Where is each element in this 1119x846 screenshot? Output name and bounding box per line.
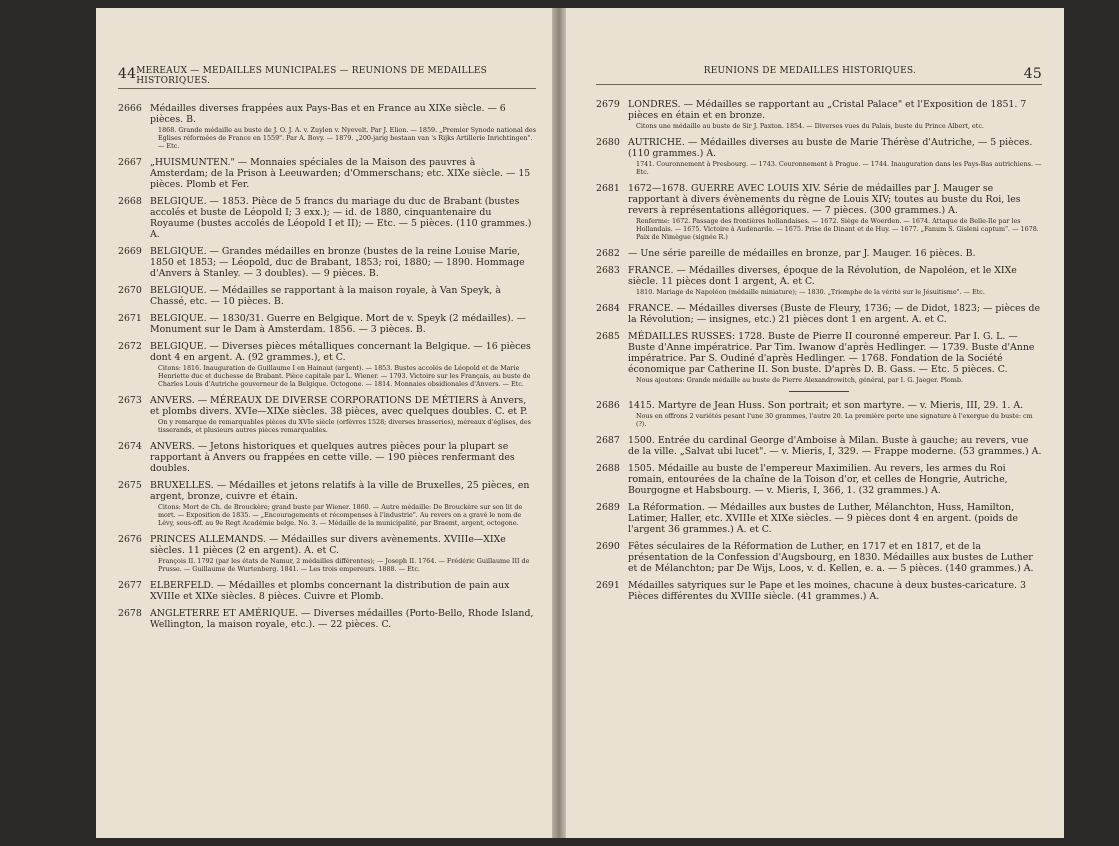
- catalog-entry: [596, 99, 1042, 131]
- catalog-entry: [596, 265, 1042, 297]
- lot-number: 2669: [118, 246, 142, 257]
- catalog-entry: [118, 103, 536, 151]
- lot-number: 2681: [596, 183, 620, 194]
- lot-description: BELGIQUE. — Grandes médailles en bronze (bustes de la reine Louise Marie, 1850 et 1853; — Léopold, duc de Brabant, 1853; roi, 1880; — 1890. Hommage d'Anvers à Stanley. — 3 doubles). — 9 pièces. B.: [150, 246, 525, 279]
- book-spine: [552, 8, 566, 838]
- left-running-head: [118, 66, 536, 89]
- catalog-entry: [596, 137, 1042, 177]
- lot-description: 1505. Médaille au buste de l'empereur Maximilien. Au revers, les armes du Roi romain, entourées de la chaîne de la Toison d'or, et celles de Hongrie, Autriche, Bourgogne et Habsbourg. — v. Mieris, I, 366, 1. (32 grammes.) A.: [628, 463, 1008, 496]
- lot-description: ELBERFELD. — Médailles et plombs concernant la distribution de pain aux XVIIIe et XIXe siècles. 8 pièces. Cuivre et Plomb.: [150, 580, 510, 602]
- catalog-entry: [118, 196, 536, 240]
- lot-number: 2687: [596, 435, 620, 446]
- lot-number: 2675: [118, 480, 142, 491]
- lot-description: — Une série pareille de médailles en bronze, par J. Mauger. 16 pièces. B.: [628, 248, 976, 259]
- lot-number: 2680: [596, 137, 620, 148]
- lot-description: 1500. Entrée du cardinal George d'Amboise à Milan. Buste à gauche; au revers, vue de la ville. „Salvat ubi lucet". — v. Mieris, I, 329. — Frappe moderne. (53 grammes.) A.: [628, 435, 1042, 457]
- catalog-entry: [118, 441, 536, 474]
- lot-description: BELGIQUE. — 1853. Pièce de 5 francs du mariage du duc de Brabant (bustes accolés et buste de Léopold I; 3 exx.); — id. de 1880, cinquantenaire du Royaume (bustes accolés de Léopold I et II); — Etc. — 5 pièces. (110 grammes.) A.: [150, 196, 532, 240]
- lot-number: 2670: [118, 285, 142, 296]
- lot-number: 2686: [596, 400, 620, 411]
- lot-description: BELGIQUE. — Diverses pièces métalliques concernant la Belgique. — 16 pièces dont 4 en argent. A. (92 grammes.), et C.: [150, 341, 531, 363]
- lot-description: Fêtes séculaires de la Réformation de Luther, en 1717 et en 1817, et de la présentation de la Confession d'Augsbourg, en 1830. Médailles aux bustes de Luther et de Mélanchton; par De Wijs, Loos, v. d. Kellen, e. a. — 5 pièces. (140 grammes.) A.: [628, 541, 1034, 574]
- lot-note: François II. 1792 (par les états de Namur, 2 médailles différentes); — Joseph II. 1764. — Frédéric Guillaume III de Prusse. — Guillaume de Wurtenberg. 1841. — Les trois empereurs. 1888. — Etc.: [158, 557, 530, 573]
- lot-description: ANVERS. — MÉREAUX DE DIVERSE CORPORATIONS DE MÉTIERS à Anvers, et plombs divers. XVIe—XIXe siècles. 38 pièces, avec quelques doubles. C. et P.: [150, 395, 528, 417]
- lot-description: BELGIQUE. — 1830/31. Guerre en Belgique. Mort de v. Speyk (2 médailles). — Monument sur le Dam à Amsterdam. 1856. — 3 pièces. B.: [150, 313, 526, 335]
- catalog-entry: [596, 331, 1042, 385]
- left-page: [96, 8, 552, 838]
- lot-number: 2667: [118, 157, 142, 168]
- lot-description: MÉDAILLES RUSSES: 1728. Buste de Pierre II couronné empereur. Par I. G. L. — Buste d'Anne impératrice. Par Tim. Iwanow d'après Hedlinger. — 1739. Buste d'Anne impératrice. Par S. Oudiné d'après Hedlinger. — 1768. Fondation de la Société économique par Catherine II. Son buste. D'après D. B. Gass. — Etc. 5 pièces. C.: [628, 331, 1035, 375]
- catalog-entry: [596, 541, 1042, 574]
- lot-description: ANGLETERRE ET AMÉRIQUE. — Diverses médailles (Porto-Bello, Rhode Island, Wellington, la maison royale, etc.). — 22 pièces. C.: [150, 608, 534, 630]
- lot-number: 2668: [118, 196, 142, 207]
- lot-description: LONDRES. — Médailles se rapportant au „Cristal Palace" et l'Exposition de 1851. 7 pièces en étain et en bronze.: [628, 99, 1027, 121]
- lot-description: PRINCES ALLEMANDS. — Médailles sur divers avènements. XVIIIe—XIXe siècles. 11 pièces (2 en argent). A. et C.: [150, 534, 506, 556]
- catalog-entry: [118, 313, 536, 335]
- lot-note: On y remarque de remarquables pièces du XVIe siècle (orfèvres 1528; diverses brasseries), méreaux d'églises, des tisserands, et plusieurs autres pièces remarquables.: [158, 418, 531, 434]
- left-entries: [118, 103, 536, 630]
- catalog-entry: [118, 608, 536, 630]
- lot-number: 2677: [118, 580, 142, 591]
- catalog-entry: [596, 580, 1042, 602]
- catalog-entry: [596, 463, 1042, 496]
- lot-number: 2679: [596, 99, 620, 110]
- lot-number: 2689: [596, 502, 620, 513]
- lot-note: Nous ajoutons: Grande médaille au buste de Pierre Alexandrowitch, général, par I. G. Jaeger. Plomb.: [636, 376, 963, 384]
- lot-description: Médailles diverses frappées aux Pays-Bas et en France au XIXe siècle. — 6 pièces. B.: [150, 103, 506, 125]
- lot-description: 1672—1678. GUERRE AVEC LOUIS XIV. Série de médailles par J. Mauger se rapportant à divers évènements du règne de Louis XIV; toutes au buste du Roi, les revers à représentations allégoriques. — 7 pièces. (300 grammes.) A.: [628, 183, 1021, 216]
- right-page: [566, 8, 1064, 838]
- catalog-entry: [118, 341, 536, 389]
- lot-note: Citons: Mort de Ch. de Brouckère; grand buste par Wiener. 1860. — Autre médaille: De Brouckère sur son lit de mort. — Exposition de 1835. — „Encouragements et récompenses à l'industrie". Au revers on a gravé le nom de Lévy, sous-off. au 9e Regt Académie belge. No. 3. — Médaille de la municipalité, par Braemt, argent, octogone.: [158, 503, 523, 527]
- right-running-head: [596, 66, 1042, 85]
- lot-description: Médailles satyriques sur le Pape et les moines, chacune à deux bustes-caricature. 3 Pièces différentes du XVIIIe siècle. (41 grammes.) A.: [628, 580, 1026, 602]
- lot-number: 2674: [118, 441, 142, 452]
- lot-number: 2678: [118, 608, 142, 619]
- lot-note: Nous en offrons 2 variétés pesant l'une 30 grammes, l'autre 20. La première porte une signature à l'exergue du buste: cm (?).: [636, 412, 1033, 428]
- lot-number: 2682: [596, 248, 620, 259]
- lot-number: 2673: [118, 395, 142, 406]
- lot-number: 2690: [596, 541, 620, 552]
- lot-description: BRUXELLES. — Médailles et jetons relatifs à la ville de Bruxelles, 25 pièces, en argent, bronze, cuivre et étain.: [150, 480, 530, 502]
- right-running-title: REUNIONS DE MEDAILLES HISTORIQUES.: [703, 66, 916, 76]
- lot-description: FRANCE. — Médailles diverses, époque de la Révolution, de Napoléon, et le XIXe siècle. 11 pièces dont 1 argent, A. et C.: [628, 265, 1017, 287]
- lot-number: 2691: [596, 580, 620, 591]
- lot-description: FRANCE. — Médailles diverses (Buste de Fleury, 1736; — de Didot, 1823; — pièces de la Révolution; — insignes, etc.) 21 pièces dont 1 en argent. A. et C.: [628, 303, 1041, 325]
- catalog-entry: [596, 400, 1042, 429]
- catalog-entry: [596, 502, 1042, 535]
- section-divider: [789, 391, 849, 392]
- lot-number: 2684: [596, 303, 620, 314]
- lot-number: 2685: [596, 331, 620, 342]
- lot-note: Citons une médaille au buste de Sir J. Paxton. 1854. — Diverses vues du Palais, buste du Prince Albert, etc.: [636, 122, 984, 130]
- catalog-entry: [118, 395, 536, 435]
- catalog-entry: [118, 580, 536, 602]
- catalog-entry: [118, 480, 536, 528]
- lot-number: 2666: [118, 103, 142, 114]
- lot-number: 2671: [118, 313, 142, 324]
- lot-description: „HUISMUNTEN." — Monnaies spéciales de la Maison des pauvres à Amsterdam; de la Prison à Leeuwarden; d'Ommerschans; etc. XIXe siècle. — 15 pièces. Plomb et Fer.: [150, 157, 531, 190]
- catalog-entry: [118, 534, 536, 574]
- catalog-entry: [596, 248, 1042, 259]
- left-running-title: MEREAUX — MEDAILLES MUNICIPALES — REUNIONS DE MEDAILLES HISTORIQUES.: [136, 66, 488, 86]
- lot-number: 2676: [118, 534, 142, 545]
- catalog-entry: [596, 435, 1042, 457]
- catalog-entry: [118, 285, 536, 307]
- lot-number: 2688: [596, 463, 620, 474]
- catalog-entry: [596, 303, 1042, 325]
- lot-description: La Réformation. — Médailles aux bustes de Luther, Mélanchton, Huss, Hamilton, Latimer, Haller, etc. XVIIIe et XIXe siècles. — 9 pièces dont 4 en argent. (poids de l'argent 36 grammes.) A. et C.: [628, 502, 1018, 535]
- lot-note: 1868. Grande médaille au buste de J. O. J. A. v. Zuylen v. Nyevelt. Par J. Elion. — 1859. „Premier Synode national des Eglises réformées de France en 1559". Par A. Bovy. — 1879. „200-jarig bestaan van 's Rijks Artillerie Inrichtingen". — Etc.: [158, 126, 536, 150]
- lot-description: 1415. Martyre de Jean Huss. Son portrait; et son martyre. — v. Mieris, III, 29. 1. A.: [628, 400, 1024, 411]
- lot-number: 2683: [596, 265, 620, 276]
- lot-note: Citons: 1816. Inauguration de Guillaume I en Hainaut (argent). — 1853. Bustes accolés de Léopold et de Marie Henriette duc et duchesse de Brabant. Pièce capitale par L. Wiener. — 1793. Victoire sur les Français, au buste de Charles Louis d'Autriche gouverneur de la Belgique. Octogone. — 1814. Monnaies obsidionales d'Anvers. — Etc.: [158, 364, 531, 388]
- lot-note: 1741. Couronnement à Presbourg. — 1743. Couronnement à Prague. — 1744. Inauguration dans les Pays-Bas autrichiens. — Etc.: [636, 160, 1042, 176]
- lot-number: 2672: [118, 341, 142, 352]
- catalog-entry: [118, 157, 536, 190]
- lot-note: Renferme: 1672. Passage des frontières hollandaises. — 1672. Siège de Woerden. — 1674. Attaque de Belle-Ile par les Hollandais. — 1675. Victoire à Audenarde. — 1675. Prise de Dinant et de Huy. — 1677. „Fanum S. Gisleni captum". — 1678. Paix de Nimègue (signée R.): [636, 217, 1039, 241]
- lot-description: ANVERS. — Jetons historiques et quelques autres pièces pour la plupart se rapportant à Anvers ou frappées en cette ville. — 190 pièces renfermant des doubles.: [150, 441, 515, 474]
- lot-note: 1810. Mariage de Napoléon (médaille miniature); — 1830. „Triomphe de la vérité sur le Jésuitisme". — Etc.: [636, 288, 985, 296]
- lot-description: AUTRICHE. — Médailles diverses au buste de Marie Thérèse d'Autriche, — 5 pièces. (110 grammes.) A.: [628, 137, 1033, 159]
- right-entries: [596, 99, 1042, 602]
- lot-description: BELGIQUE. — Médailles se rapportant à la maison royale, à Van Speyk, à Chassé, etc. — 10 pièces. B.: [150, 285, 501, 307]
- catalog-entry: [596, 183, 1042, 242]
- right-page-number: 45: [1023, 66, 1042, 82]
- left-page-number: 44: [118, 66, 137, 82]
- catalog-entry: [118, 246, 536, 279]
